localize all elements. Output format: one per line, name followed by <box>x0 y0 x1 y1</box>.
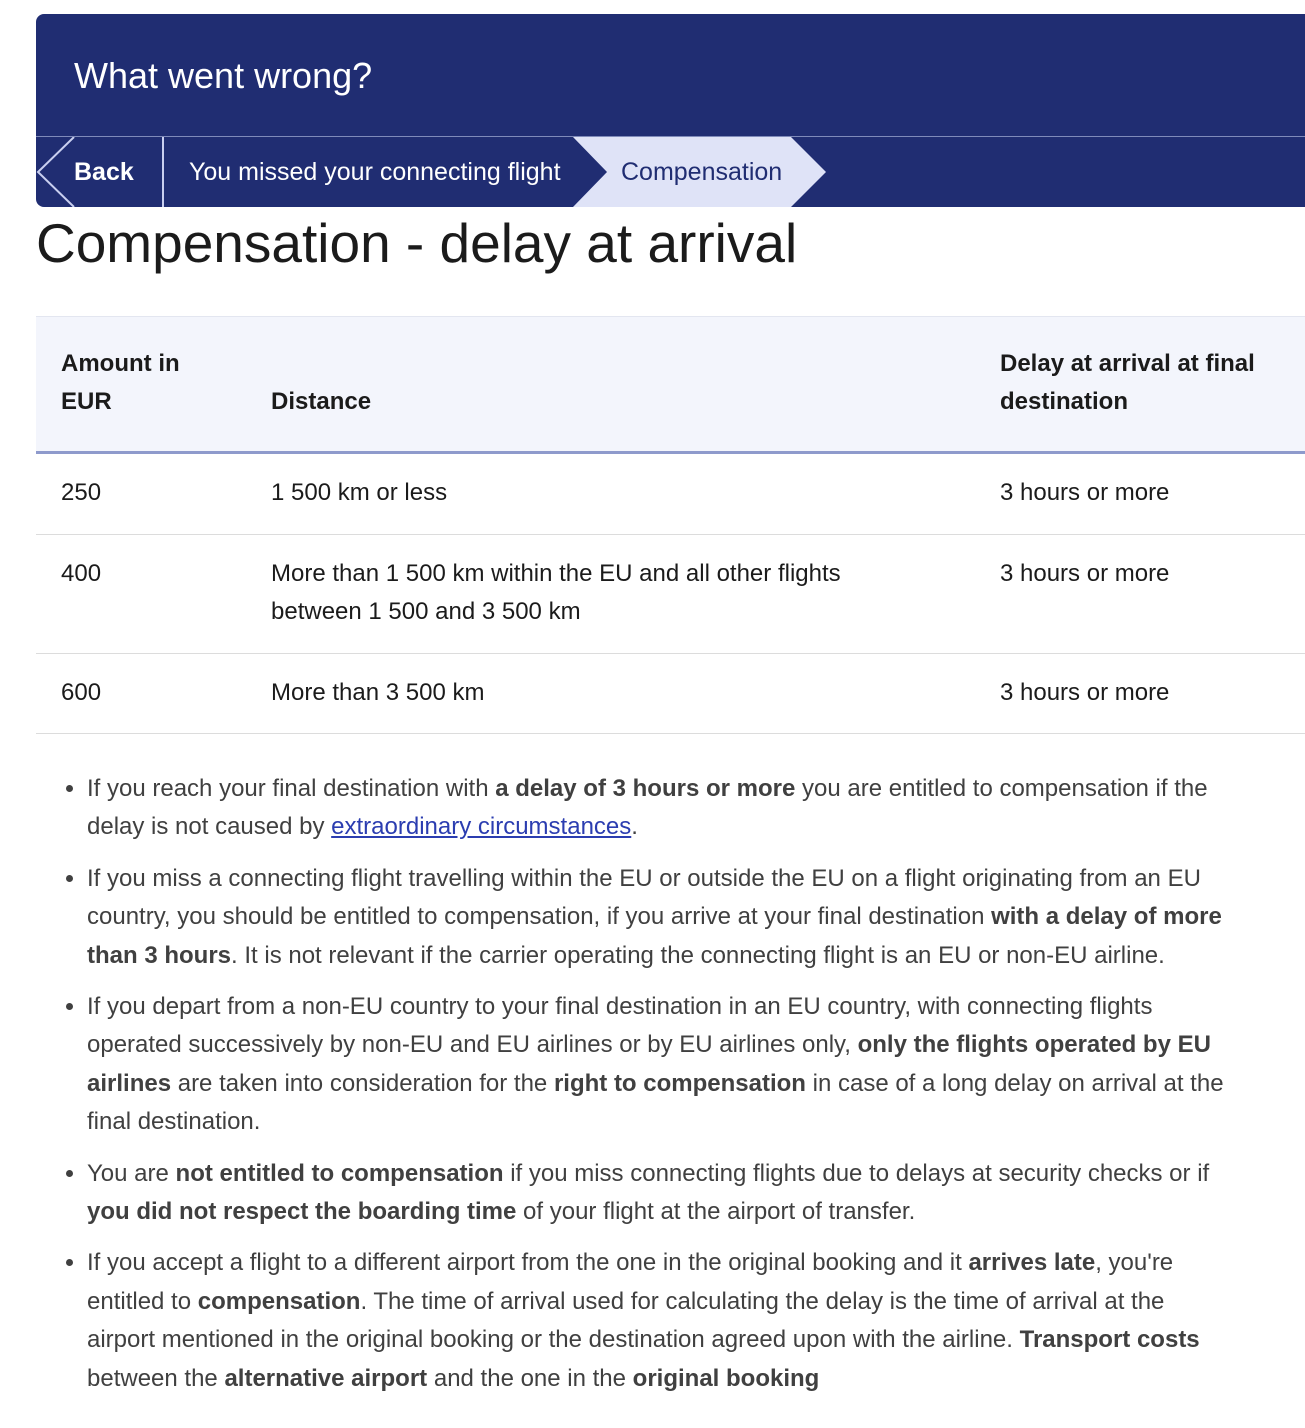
cell-distance-text: More than 1 500 km within the EU and all other flights between 1 500 and 3 500 km <box>271 559 841 625</box>
breadcrumb-step-missed-connection[interactable] <box>164 137 616 207</box>
wizard-title: What went wrong? <box>74 55 373 96</box>
note-emphasis: alternative airport <box>224 1364 428 1392</box>
note-emphasis: compensation <box>197 1287 361 1315</box>
note-emphasis: Transport costs <box>1019 1326 1200 1354</box>
cell-distance: More than 3 500 km <box>246 653 975 734</box>
page-title: Compensation - delay at arrival <box>36 212 798 274</box>
note-text: You are <box>87 1159 176 1187</box>
note-emphasis: a delay of 3 hours or more <box>495 775 796 802</box>
cell-delay: 3 hours or more <box>975 653 1305 734</box>
list-item <box>87 1244 1227 1398</box>
cell-amount: 400 <box>36 534 246 653</box>
compensation-table <box>36 316 1305 734</box>
list-item <box>87 770 1227 847</box>
breadcrumb-current-label: Compensation <box>621 158 783 186</box>
header-distance: Distance <box>246 317 975 453</box>
table-header-row <box>36 317 1305 453</box>
note-text: If you reach your final destination with <box>87 775 496 802</box>
note-text: , you're entitled to <box>87 1249 1174 1315</box>
note-text: between the <box>87 1364 225 1392</box>
cell-delay: 3 hours or more <box>975 534 1305 653</box>
note-text: in case of a long delay on arrival at the final destination. <box>87 1069 1224 1136</box>
back-button[interactable] <box>36 137 162 207</box>
note-emphasis: with a delay of more than 3 hours <box>87 903 1222 969</box>
breadcrumb-step-label: You missed your connecting flight <box>189 158 561 186</box>
note-emphasis: original booking <box>632 1364 820 1392</box>
header-amount-label: Amount in EUR <box>61 350 180 415</box>
note-text: . The time of arrival used for calculating the delay is the time of arrival at the airport mentioned in the original booking or the destination agreed upon with the airline. <box>87 1287 1165 1354</box>
note-text: are taken into consideration for the <box>171 1069 554 1097</box>
back-label: Back <box>74 158 134 186</box>
header-amount <box>36 317 246 453</box>
note-text: If you miss a connecting flight travelling within the EU or outside the EU on a flight originating from an EU country, you should be entitled to compensation, if you arrive at your final destination <box>87 864 1201 931</box>
cell-delay: 3 hours or more <box>975 453 1305 535</box>
breadcrumb-current-compensation <box>573 137 826 207</box>
cell-amount: 600 <box>36 653 246 734</box>
list-item <box>87 860 1227 975</box>
notes-list <box>36 770 1227 1411</box>
header-delay <box>975 317 1305 453</box>
note-emphasis: only the flights operated by EU airlines <box>87 1031 1211 1097</box>
cell-amount: 250 <box>36 453 246 535</box>
note-text: you are entitled to compensation if the delay is not caused by <box>87 775 1208 841</box>
table-row <box>36 653 1305 734</box>
note-text: if you miss connecting flights due to delays at security checks or if <box>503 1159 1210 1187</box>
wizard-header <box>36 14 1305 207</box>
cell-distance <box>246 534 975 653</box>
list-item <box>87 1155 1227 1232</box>
note-text: and the one in the <box>427 1364 633 1392</box>
list-item <box>87 988 1227 1142</box>
note-emphasis: arrives late <box>968 1249 1096 1277</box>
chevron-left-icon <box>36 137 76 207</box>
note-text: If you depart from a non-EU country to your final destination in an EU country, with connecting flights operated successively by non-EU and EU airlines or by EU airlines only, <box>87 993 1153 1059</box>
extraordinary-circumstances-link[interactable]: extraordinary circumstances <box>331 813 632 841</box>
breadcrumb <box>36 137 1305 207</box>
cell-distance: 1 500 km or less <box>246 453 975 535</box>
note-emphasis: you did not respect the boarding time <box>87 1198 517 1226</box>
note-emphasis: right to compensation <box>553 1069 806 1097</box>
table-row <box>36 453 1305 535</box>
note-emphasis: not entitled to compensation <box>175 1159 504 1187</box>
note-text: If you accept a flight to a different airport from the one in the original booking and it <box>87 1249 969 1277</box>
header-delay-label: Delay at arrival at final destination <box>1000 350 1255 415</box>
note-text: . <box>631 813 638 841</box>
note-text: . It is not relevant if the carrier operating the connecting flight is an EU or non-EU airline. <box>231 941 1165 969</box>
table-row <box>36 534 1305 653</box>
note-text: of your flight at the airport of transfer. <box>516 1198 916 1226</box>
